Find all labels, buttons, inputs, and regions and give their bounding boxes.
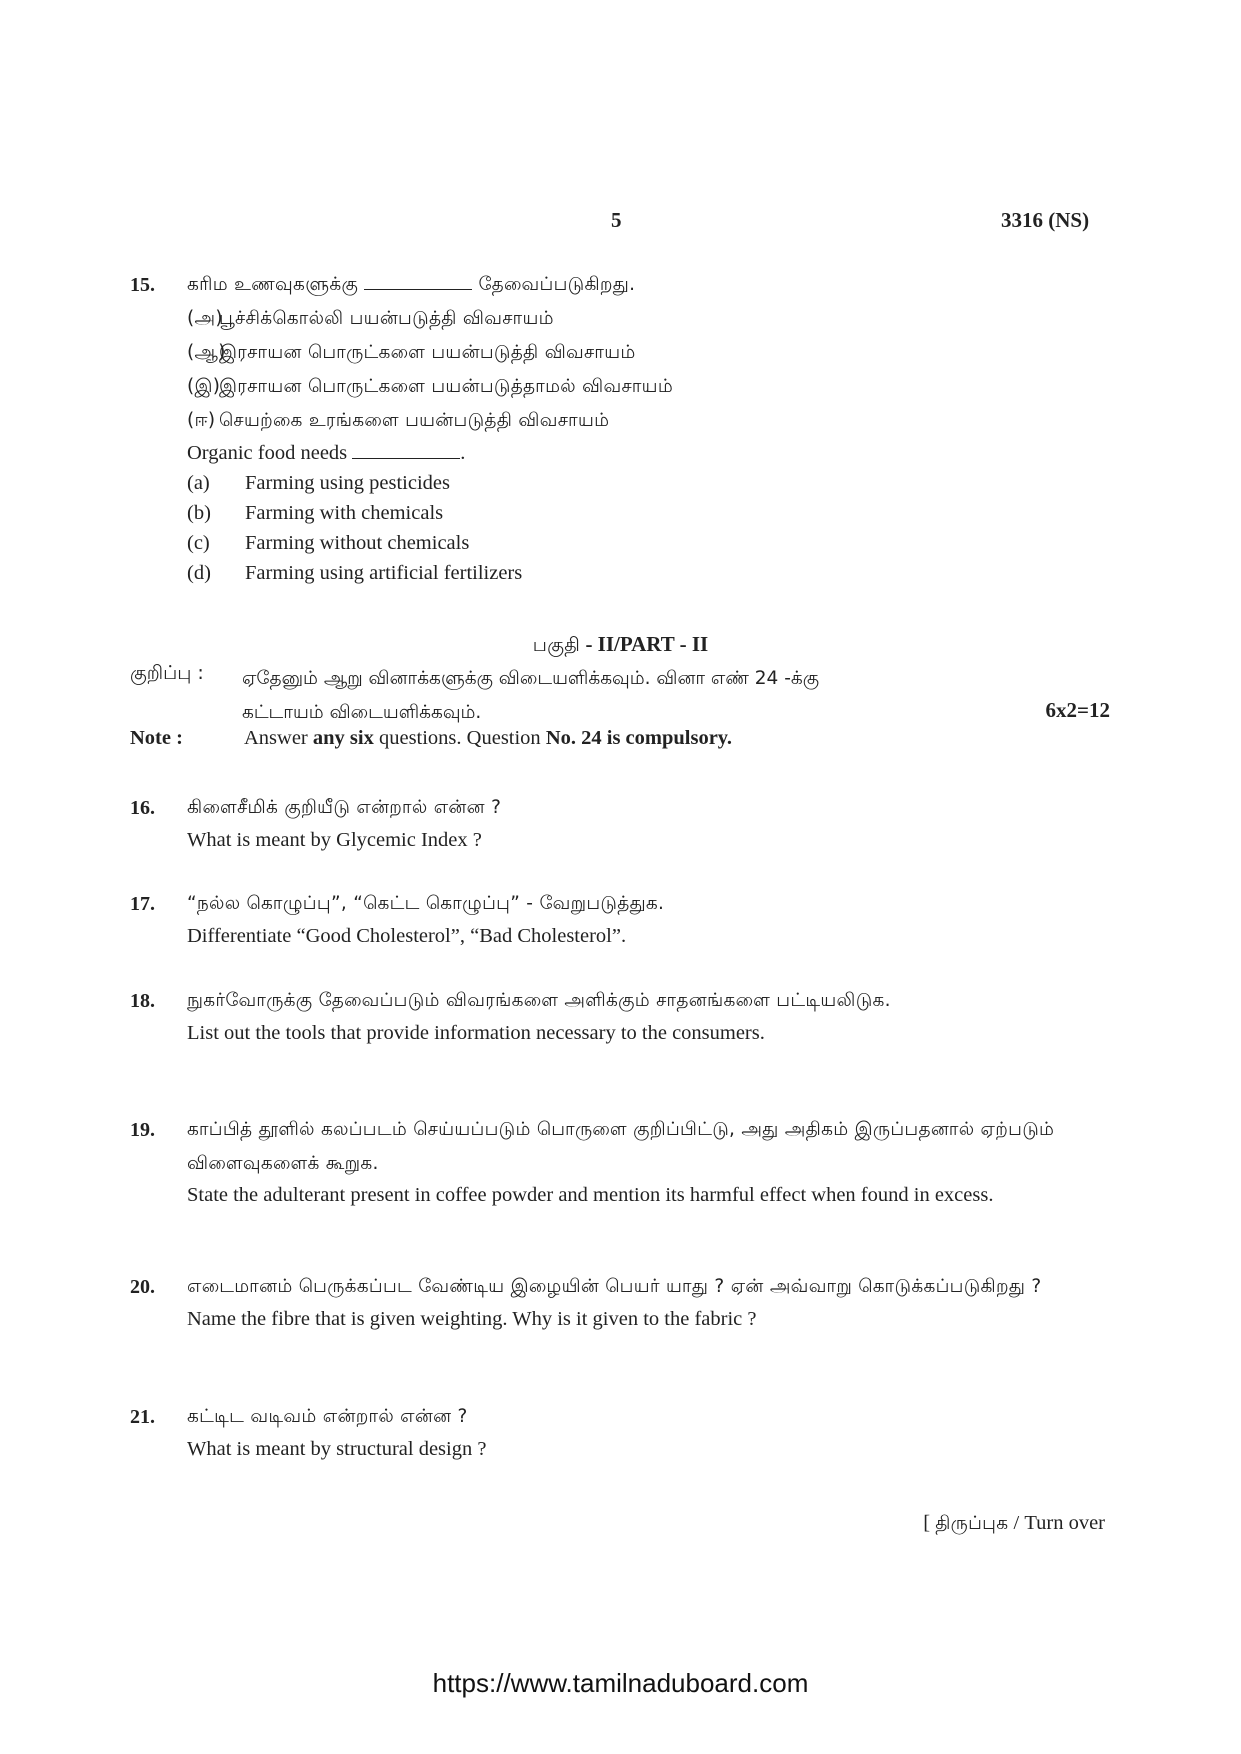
q15-english-stem: Organic food needs . bbox=[187, 442, 466, 464]
q15-option-ta-3: (இ) இரசாயன பொருட்களை பயன்படுத்தாமல் விவசாயம் bbox=[187, 376, 674, 397]
paper-code: 3316 (NS) bbox=[1001, 208, 1090, 232]
note-english: Note : Answer any six questions. Question No. 24 is compulsory. bbox=[130, 727, 733, 749]
q15-tamil-stem: கரிம உணவுகளுக்கு தேவைப்படுகிறது. bbox=[187, 268, 1060, 302]
question-20 bbox=[130, 1270, 1060, 1334]
page-number: 5 bbox=[611, 208, 622, 232]
question-english: Differentiate “Good Cholesterol”, “Bad Cholesterol”. bbox=[187, 925, 627, 947]
turn-over-note: [ திருப்புக / Turn over bbox=[923, 1512, 1105, 1534]
question-number: 15. bbox=[130, 274, 155, 296]
q15-option-ta-4: (ஈ) செயற்கை உரங்களை பயன்படுத்தி விவசாயம் bbox=[187, 410, 610, 431]
q15-option-en-c: (c) Farming without chemicals bbox=[187, 532, 470, 554]
question-tamil: “நல்ல கொழுப்பு”, “கெட்ட கொழுப்பு” - வேறுபடுத்துக. bbox=[187, 893, 665, 914]
question-number: 20. bbox=[130, 1276, 155, 1298]
question-21 bbox=[130, 1400, 1060, 1464]
question-tamil: நுகர்வோருக்கு தேவைப்படும் விவரங்களை அளிக்கும் சாதனங்களை பட்டியலிடுக. bbox=[187, 990, 891, 1011]
answer-blank bbox=[364, 271, 472, 290]
question-english: What is meant by structural design ? bbox=[187, 1438, 487, 1460]
part-heading: பகுதி - II/PART - II bbox=[532, 632, 709, 656]
question-english: What is meant by Glycemic Index ? bbox=[187, 829, 482, 851]
question-16 bbox=[130, 791, 1060, 855]
question-number: 19. bbox=[130, 1119, 155, 1141]
question-number: 21. bbox=[130, 1406, 155, 1428]
note-tamil bbox=[130, 662, 1110, 730]
q15-option-ta-2: (ஆ) இரசாயன பொருட்களை பயன்படுத்தி விவசாயம் bbox=[187, 342, 636, 363]
question-17 bbox=[130, 887, 1060, 951]
q15-option-en-a: (a) Farming using pesticides bbox=[187, 472, 450, 494]
question-15 bbox=[130, 268, 1060, 588]
note-tamil-label: குறிப்பு : bbox=[130, 662, 204, 684]
note-english-label: Note : bbox=[130, 727, 183, 749]
question-19 bbox=[130, 1113, 1060, 1209]
question-18 bbox=[130, 984, 1060, 1048]
q15-option-en-b: (b) Farming with chemicals bbox=[187, 502, 444, 524]
answer-blank bbox=[352, 440, 460, 459]
q15-option-ta-1: (அ) பூச்சிக்கொல்லி பயன்படுத்தி விவசாயம் bbox=[187, 308, 554, 329]
question-tamil: எடைமானம் பெருக்கப்பட வேண்டிய இழையின் பெயர் யாது ? ஏன் அவ்வாறு கொடுக்கப்படுகிறது ? bbox=[187, 1276, 1042, 1297]
question-tamil: கிளைசீமிக் குறியீடு என்றால் என்ன ? bbox=[187, 797, 502, 818]
note-tamil-line-1: ஏதேனும் ஆறு வினாக்களுக்கு விடையளிக்கவும். வினா எண் 24 -க்கு bbox=[242, 668, 820, 689]
question-tamil: கட்டிட வடிவம் என்றால் என்ன ? bbox=[187, 1406, 468, 1427]
question-english: List out the tools that provide information necessary to the consumers. bbox=[187, 1022, 765, 1044]
q15-option-en-d: (d) Farming using artificial fertilizers bbox=[187, 562, 523, 584]
question-number: 17. bbox=[130, 893, 155, 915]
marks-allocation: 6x2=12 bbox=[1045, 698, 1110, 722]
question-tamil: காப்பித் தூளில் கலப்படம் செய்யப்படும் பொருளை குறிப்பிட்டு, அது அதிகம் இருப்பதனால் ஏற்படும் விளைவுகளைக் கூறுக. bbox=[187, 1119, 1055, 1174]
question-number: 16. bbox=[130, 797, 155, 819]
question-number: 18. bbox=[130, 990, 155, 1012]
question-english: Name the fibre that is given weighting. Why is it given to the fabric ? bbox=[187, 1308, 757, 1330]
note-tamil-line-2: கட்டாயம் விடையளிக்கவும். bbox=[242, 702, 482, 723]
watermark-url: https://www.tamilnaduboard.com bbox=[432, 1668, 809, 1698]
question-english: State the adulterant present in coffee powder and mention its harmful effect when found in excess. bbox=[187, 1184, 994, 1206]
